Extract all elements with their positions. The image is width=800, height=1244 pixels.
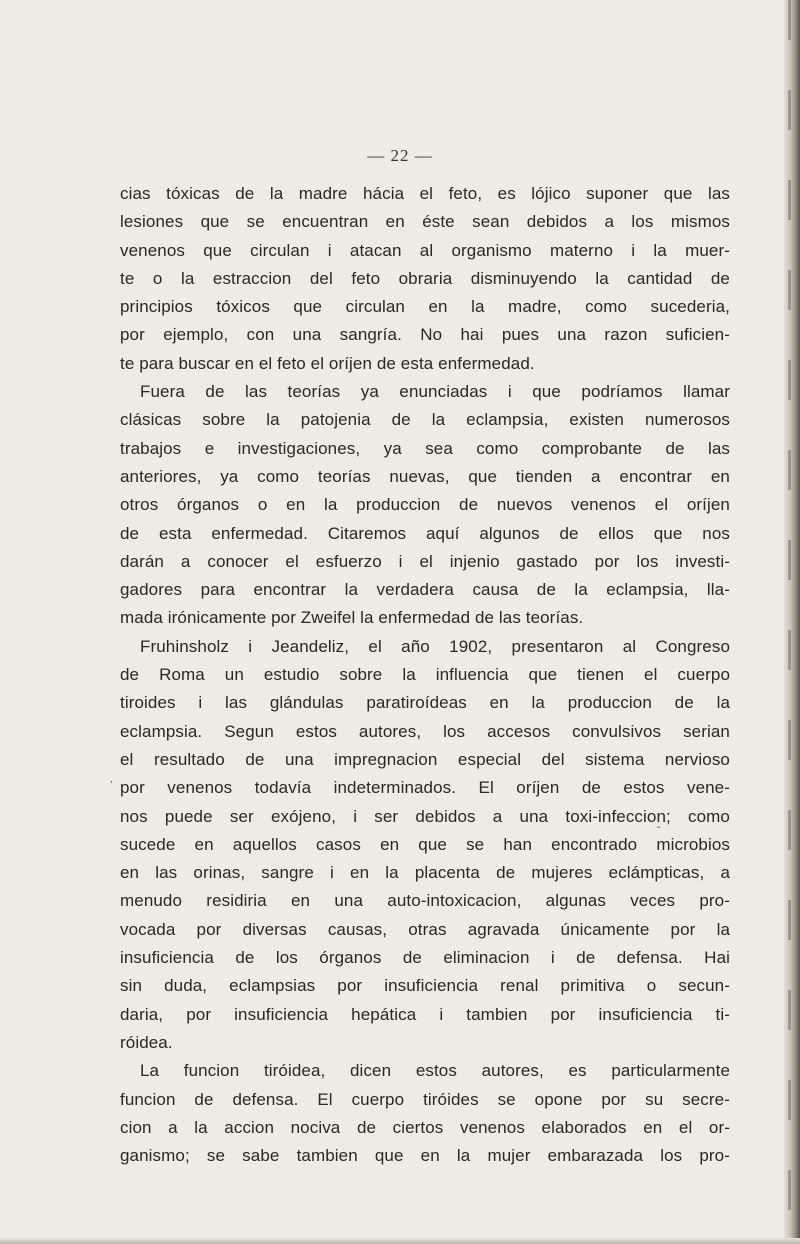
text-line: cias tóxicas de la madre hácia el feto, es lójico suponer que las (120, 184, 730, 203)
text-line: clásicas sobre la patojenia de la eclampsia, existen numerosos (120, 410, 730, 430)
stray-mark: , (110, 774, 113, 785)
text-line: otros órganos o en la produccion de nuevos venenos el oríjen (120, 495, 730, 515)
text-line: róidea. (120, 1032, 173, 1052)
body-text (120, 180, 730, 1170)
text-line: anteriores, ya como teorías nuevas, que tienden a encontrar en (120, 466, 730, 486)
text-line: eclampsia. Segun estos autores, los accesos convulsivos serian (120, 721, 730, 741)
text-line: nos puede ser exójeno, i ser debidos a una toxi-infeccion; como (120, 806, 730, 826)
text-line: Fuera de las teorías ya enunciadas i que podríamos llamar (140, 382, 730, 402)
page-number: — 22 — (367, 146, 433, 165)
text-line: en las orinas, sangre i en la placenta de mujeres eclámpticas, a (120, 863, 730, 883)
page-bottom-edge (0, 1238, 800, 1244)
text-line: funcion de defensa. El cuerpo tiróides se opone por su secre- (120, 1089, 730, 1109)
text-line: principios tóxicos que circulan en la madre, como sucederia, (120, 297, 730, 317)
text-line: te para buscar en el feto el oríjen de esta enfermedad. (120, 353, 535, 373)
text-line: menudo residiria en una auto-intoxicacion, algunas veces pro- (120, 891, 730, 911)
text-line: darán a conocer el esfuerzo i el injenio gastado por los investi- (120, 551, 730, 571)
text-line: gadores para encontrar la verdadera causa de la eclampsia, lla- (120, 580, 730, 600)
text-line: el resultado de una impregnacion especial del sistema nervioso (120, 749, 730, 769)
text-line: por ejemplo, con una sangría. No hai pues una razon suficien- (120, 325, 730, 345)
text-line: La funcion tiróidea, dicen estos autores, es particularmente (140, 1061, 730, 1081)
text-line: sin duda, eclampsias por insuficiencia renal primitiva o secun- (120, 976, 730, 996)
text-line: lesiones que se encuentran en éste sean debidos a los mismos (120, 212, 730, 232)
stray-mark: ˇ (657, 826, 661, 837)
text-line: cion a la accion nociva de ciertos venenos elaborados en el or- (120, 1117, 730, 1137)
text-line: tiroides i las glándulas paratiroídeas en la produccion de la (120, 693, 730, 713)
text-line: te o la estraccion del feto obraria disminuyendo la cantidad de (120, 268, 730, 288)
text-line: mada irónicamente por Zweifel la enfermedad de las teorías. (120, 608, 584, 628)
text-line: ganismo; se sabe tambien que en la mujer embarazada los pro- (120, 1146, 730, 1166)
text-line: insuficiencia de los órganos de eliminacion i de defensa. Hai (120, 948, 730, 968)
text-line: daria, por insuficiencia hepática i tambien por insuficiencia ti- (120, 1004, 730, 1024)
text-line: vocada por diversas causas, otras agravada únicamente por la (120, 919, 730, 939)
text-line: sucede en aquellos casos en que se han encontrado microbios (120, 834, 730, 854)
text-line: venenos que circulan i atacan al organismo materno i la muer- (120, 240, 730, 260)
text-line: por venenos todavía indeterminados. El oríjen de estos vene- (120, 778, 730, 798)
text-line: Fruhinsholz i Jeandeliz, el año 1902, presentaron al Congreso (140, 636, 730, 656)
text-line: de Roma un estudio sobre la influencia que tienen el cuerpo (120, 665, 730, 685)
text-line: trabajos e investigaciones, ya sea como comprobante de las (120, 438, 730, 458)
text-line: de esta enfermedad. Citaremos aquí algunos de ellos que nos (120, 523, 730, 543)
page-edge (784, 0, 800, 1244)
